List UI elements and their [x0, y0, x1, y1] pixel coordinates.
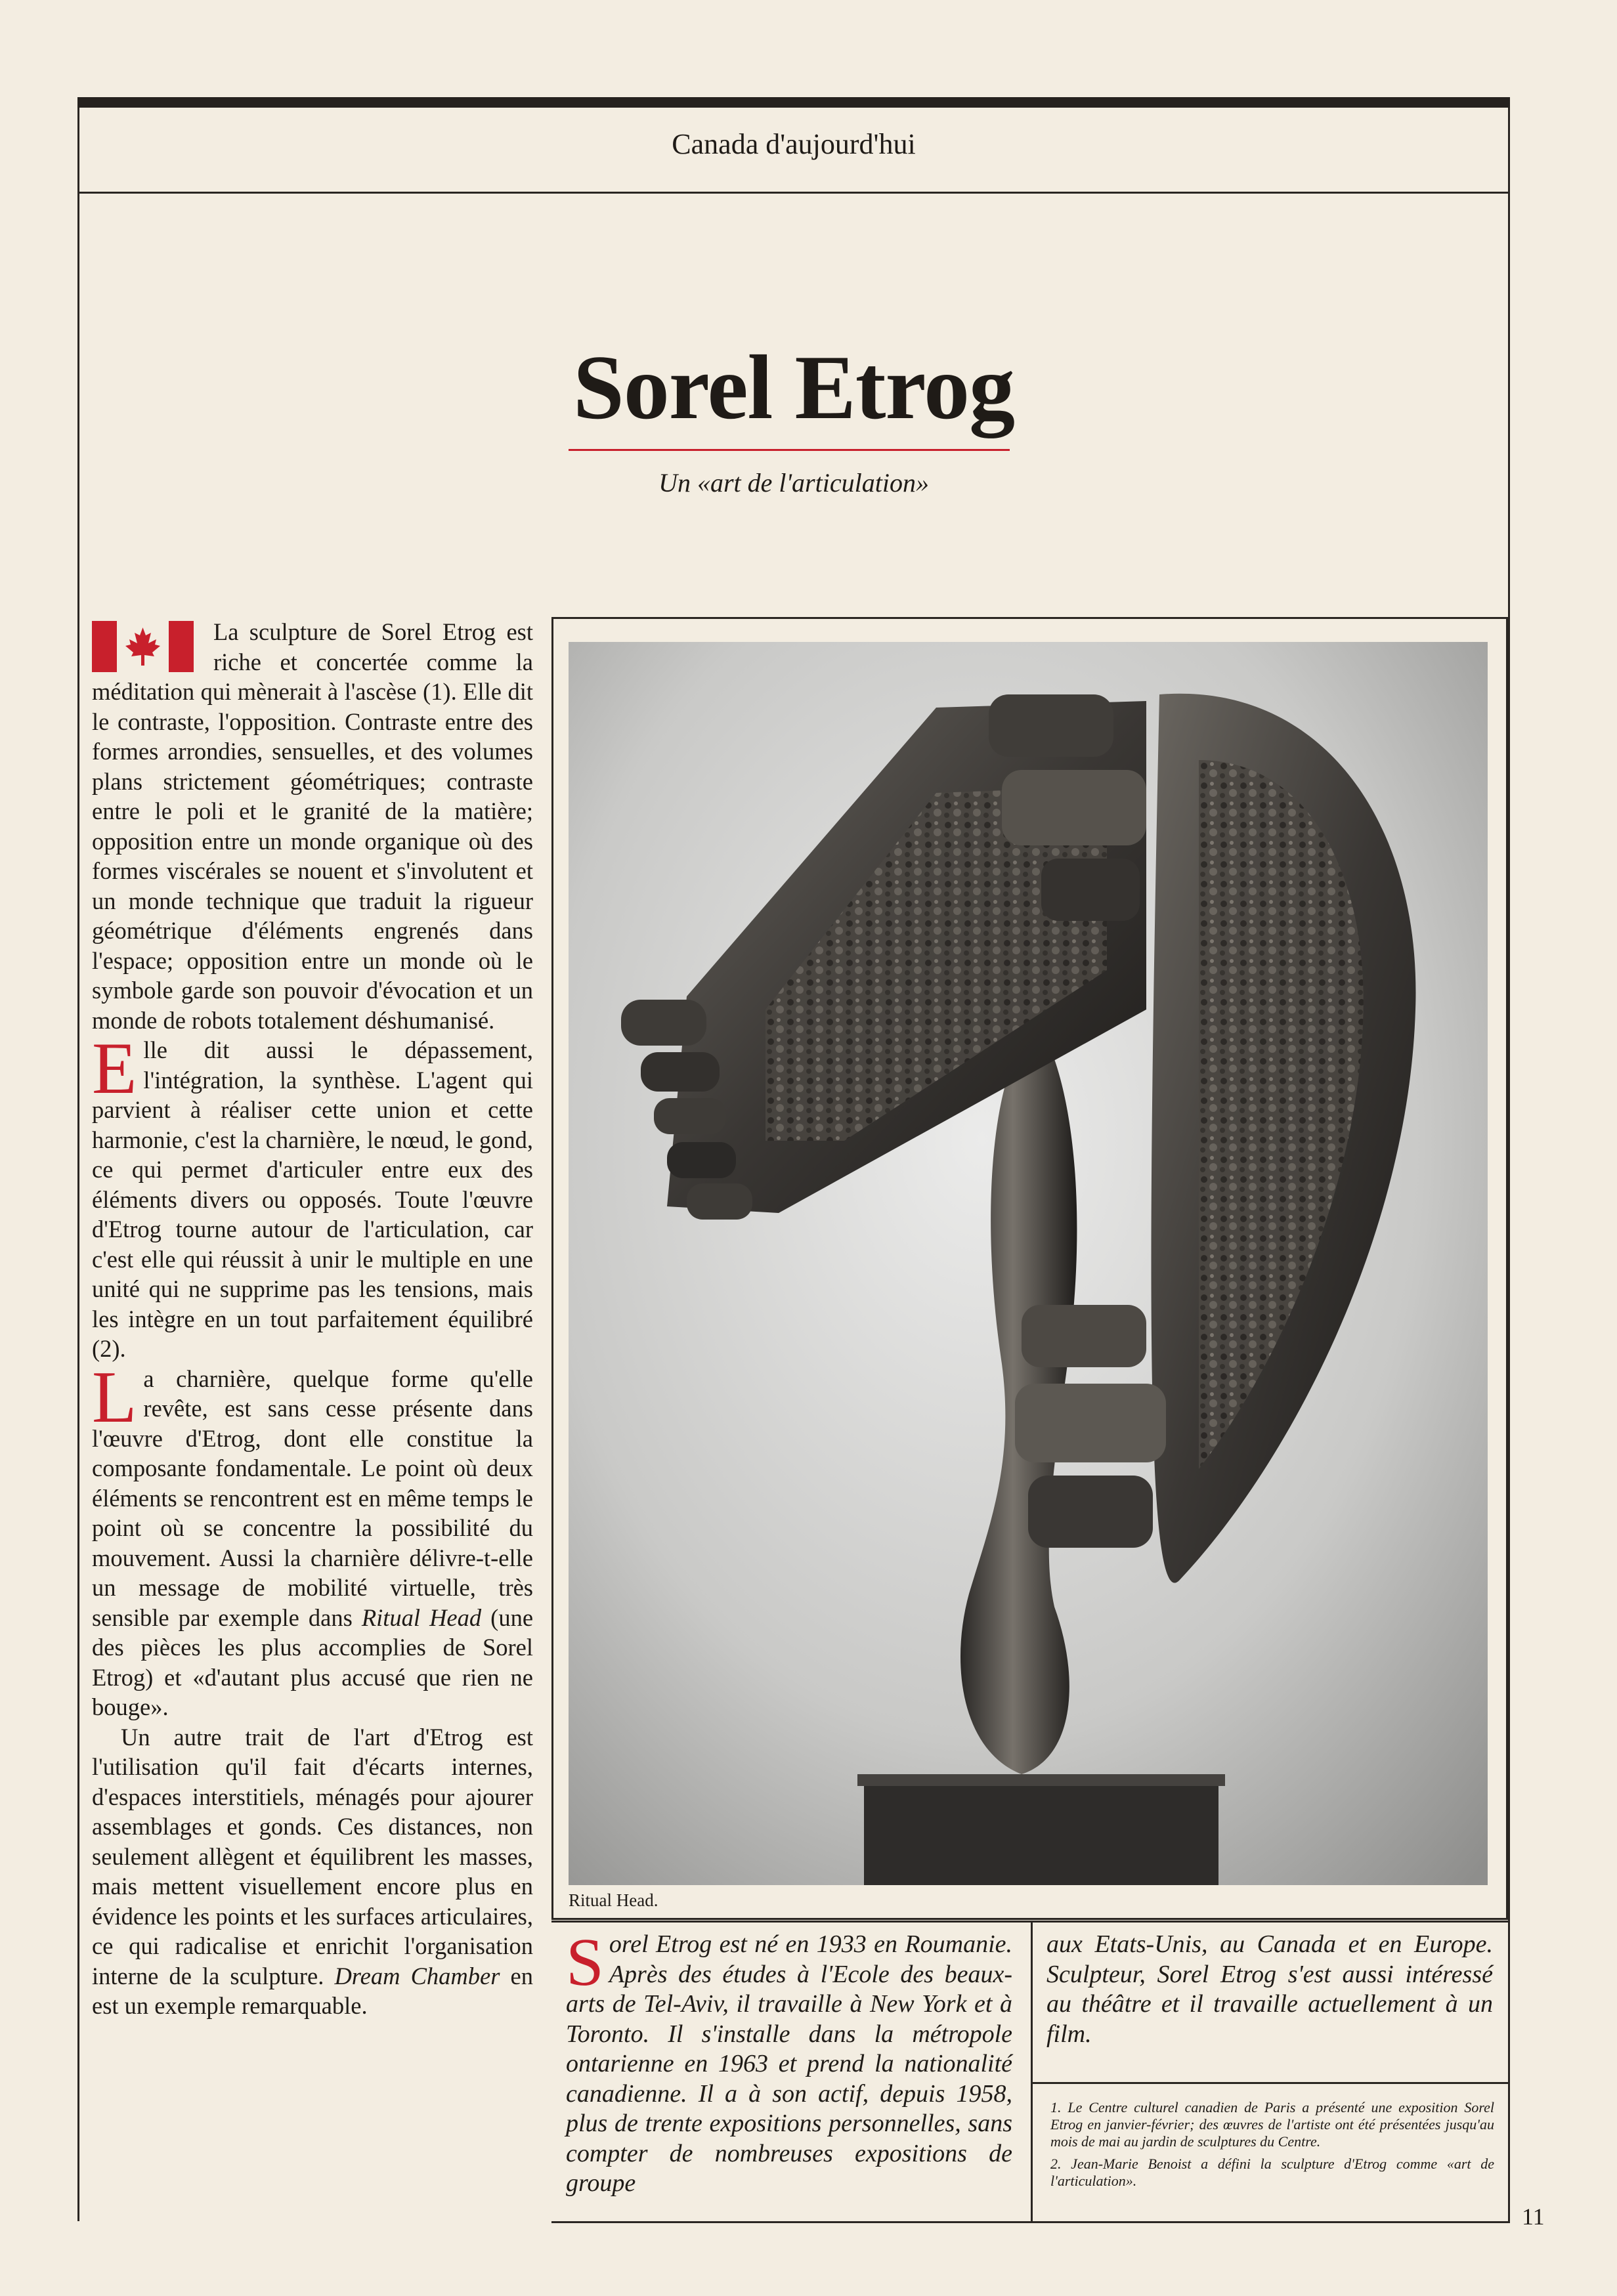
article-title: Sorel Etrog	[572, 337, 1015, 438]
header-rule	[79, 192, 1508, 194]
paragraph-4	[92, 1722, 533, 2021]
bio-right-column	[1046, 1930, 1493, 2049]
paragraph-3	[92, 1356, 534, 1722]
paragraph-3-text-b: (une des pièces les plus accomplies de Sorel Etrog) et «d'autant plus accusé que rien ne bouge».	[92, 1604, 534, 1720]
paragraph-2-text: lle dit aussi le dépassement, l'intégration, la synthèse. L'agent qui parvient à réaliser cette union et cette harmonie, c'est la charnière, le nœud, le gond, ce qui permet d'articuler entre eux des éléments divers ou opposés. Toute l'œuvre d'Etrog tourne autour de l'articulation, car c'est elle qui réussit à unir le multiple en une unité qui ne supprime pas les tensions, mais les intègre en un tout parfaitement équilibré (2).	[92, 1036, 533, 1362]
bio-left-text: orel Etrog est né en 1933 en Roumanie. Après des études à l'Ecole des beaux-arts de Tel-Aviv, il travaille à New York et à Toronto. Il s'installe dans la métropole ontarienne en 1963 et prend la nationalité canadienne. Il a à son actif, depuis 1958, plus de trente expositions personnelles, sans compter de nombreuses expositions de groupe	[566, 1930, 1012, 2197]
paragraph-1	[92, 617, 533, 1035]
page-number: 11	[1522, 2203, 1545, 2230]
work-title-ritual-head: Ritual Head	[361, 1604, 482, 1631]
frame-right	[1508, 108, 1510, 2221]
bio-column-divider	[1031, 1923, 1033, 2221]
paragraph-3-text-a: a charnière, quelque forme qu'elle revête, est sans cesse présente dans l'œuvre d'Etrog, dont elle constitue la composante fondamentale. Le point où deux éléments se rencontrent est en même temps le point où se concentre la possibilité du mouvement. Aussi la charnière délivre-t-elle un message de mobilité virtuelle, très sensible par exemple dans	[92, 1365, 533, 1631]
footnote-rule	[1033, 2082, 1508, 2084]
top-bar	[77, 97, 1510, 108]
body-column	[92, 617, 533, 2021]
title-underline	[569, 449, 1010, 451]
canadian-flag-icon	[92, 621, 194, 672]
paragraph-2	[92, 1028, 533, 1364]
footnote-2: 2. Jean-Marie Benoist a défini la sculpture d'Etrog comme «art de l'articulation».	[1050, 2156, 1494, 2189]
article-subtitle: Un «art de l'articulation»	[658, 468, 929, 498]
paragraph-1-text: La sculpture de Sorel Etrog est riche et concertée comme la méditation qui mènerait à l'ascèse (1). Elle dit le contraste, l'opposition. Contraste entre des formes arrondies, sensuelles, et des volumes plans strictement géométriques; contraste entre le poli et le granité de la matière; opposition entre un monde organique où des formes viscérales se nouent et s'involutent et un monde technique que traduit la rigueur géométrique d'éléments engrenés dans l'espace; opposition entre un monde où le symbole garde son pouvoir d'évocation et un monde de robots totalement déshumanisé.	[92, 618, 533, 1034]
work-title-dream-chamber: Dream Chamber	[334, 1962, 500, 1989]
frame-bottom	[551, 2221, 1510, 2223]
bio-right-text: aux Etats-Unis, au Canada et en Europe. Sculpteur, Sorel Etrog s'est aussi intéressé au théâtre et il travaille actuellement à un film.	[1046, 1930, 1493, 2048]
dropcap-s: S	[566, 1924, 604, 2000]
footnotes	[1050, 2099, 1494, 2195]
dropcap-l: L	[92, 1356, 137, 1438]
footnote-1: 1. Le Centre culturel canadien de Paris a présenté une exposition Sorel Etrog en janvier-février; des œuvres de l'artiste ont été présentées jusqu'au mois de mai au jardin de sculptures du Centre.	[1050, 2099, 1494, 2150]
figure-caption: Ritual Head.	[569, 1890, 658, 1910]
running-head: Canada d'aujourd'hui	[672, 128, 916, 160]
paragraph-4-text-a: Un autre trait de l'art d'Etrog est l'utilisation qu'il fait d'écarts internes, d'espaces interstitiels, ménagés pour ajourer assemblages et gonds. Ces distances, non seulement allègent et équilibrent les masses, mais mettent visuellement encore plus en évidence les points et les surfaces articulaires, ce qui radicalise et enrichit l'organisation interne de la sculpture.	[92, 1723, 533, 1989]
bio-left-column	[566, 1924, 1012, 2199]
bio-paragraph	[566, 1924, 1012, 2199]
sculpture-photo	[569, 642, 1488, 1885]
paragraph-4-text-b: en est un exemple remarquable.	[92, 1962, 533, 2019]
dropcap-e: E	[92, 1028, 137, 1109]
